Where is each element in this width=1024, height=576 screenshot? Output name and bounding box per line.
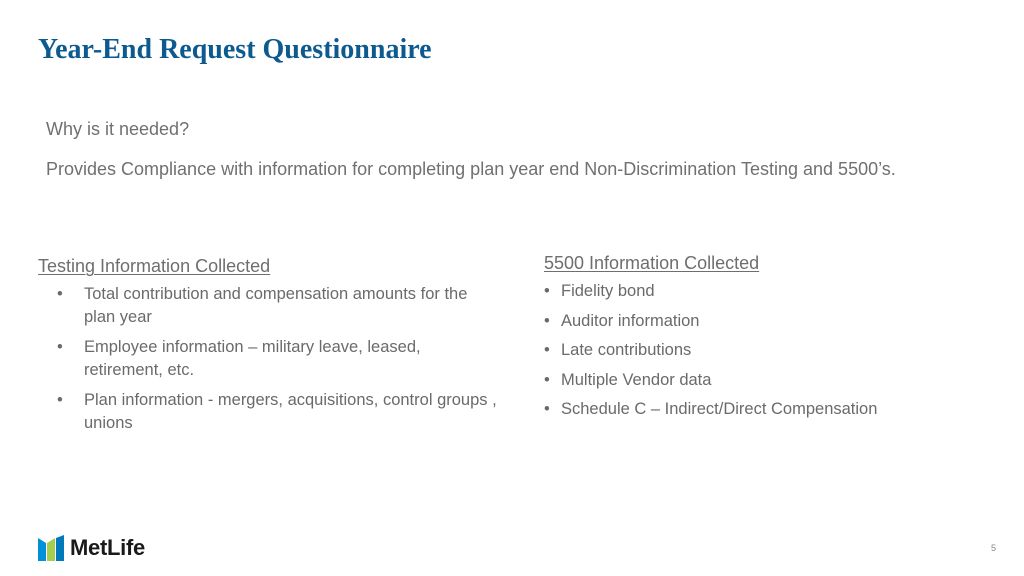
- list-item: [544, 310, 984, 333]
- bullet-icon: •: [57, 285, 63, 303]
- why-question: Why is it needed?: [46, 119, 190, 139]
- bullet-icon: •: [57, 338, 63, 356]
- list-item: [544, 339, 984, 362]
- list-item-text: Fidelity bond: [561, 282, 655, 300]
- bullet-icon: •: [544, 370, 550, 389]
- list-item-text: Late contributions: [561, 341, 692, 359]
- list-item: [38, 389, 498, 435]
- list-item: [544, 398, 984, 421]
- list-item-text: Auditor information: [561, 311, 700, 330]
- metlife-logo: [38, 535, 145, 561]
- form5500-info-section: [544, 253, 984, 428]
- bullet-icon: •: [544, 282, 550, 300]
- form5500-info-heading: 5500 Information Collected: [544, 253, 760, 273]
- list-item: [38, 283, 498, 329]
- form5500-info-list: [544, 280, 984, 421]
- bullet-icon: •: [544, 400, 550, 418]
- list-item-text: Schedule C – Indirect/Direct Compensation: [561, 400, 878, 418]
- list-item-text: Plan information - mergers, acquisitions, control groups , unions: [84, 391, 497, 432]
- list-item: [544, 369, 984, 392]
- provides-text: Provides Compliance with information for completing plan year end Non-Discrimination Testing and 5500’s.: [46, 159, 896, 179]
- list-item-text: Total contribution and compensation amounts for the plan year: [84, 285, 468, 326]
- testing-info-section: [38, 256, 498, 442]
- list-item-text: Multiple Vendor data: [561, 370, 712, 389]
- bullet-icon: •: [544, 311, 550, 330]
- slide-title: Year-End Request Questionnaire: [38, 34, 432, 65]
- list-item: [544, 280, 984, 303]
- logo-text: MetLife: [70, 535, 145, 560]
- list-item-text: Employee information – military leave, leased, retirement, etc.: [84, 338, 421, 379]
- page-number: 5: [990, 543, 996, 553]
- bullet-icon: •: [57, 391, 63, 409]
- testing-info-list: [38, 283, 498, 435]
- metlife-m-icon: [38, 535, 64, 561]
- bullet-icon: •: [544, 341, 550, 359]
- testing-info-heading: Testing Information Collected: [38, 256, 271, 276]
- list-item: [38, 336, 498, 382]
